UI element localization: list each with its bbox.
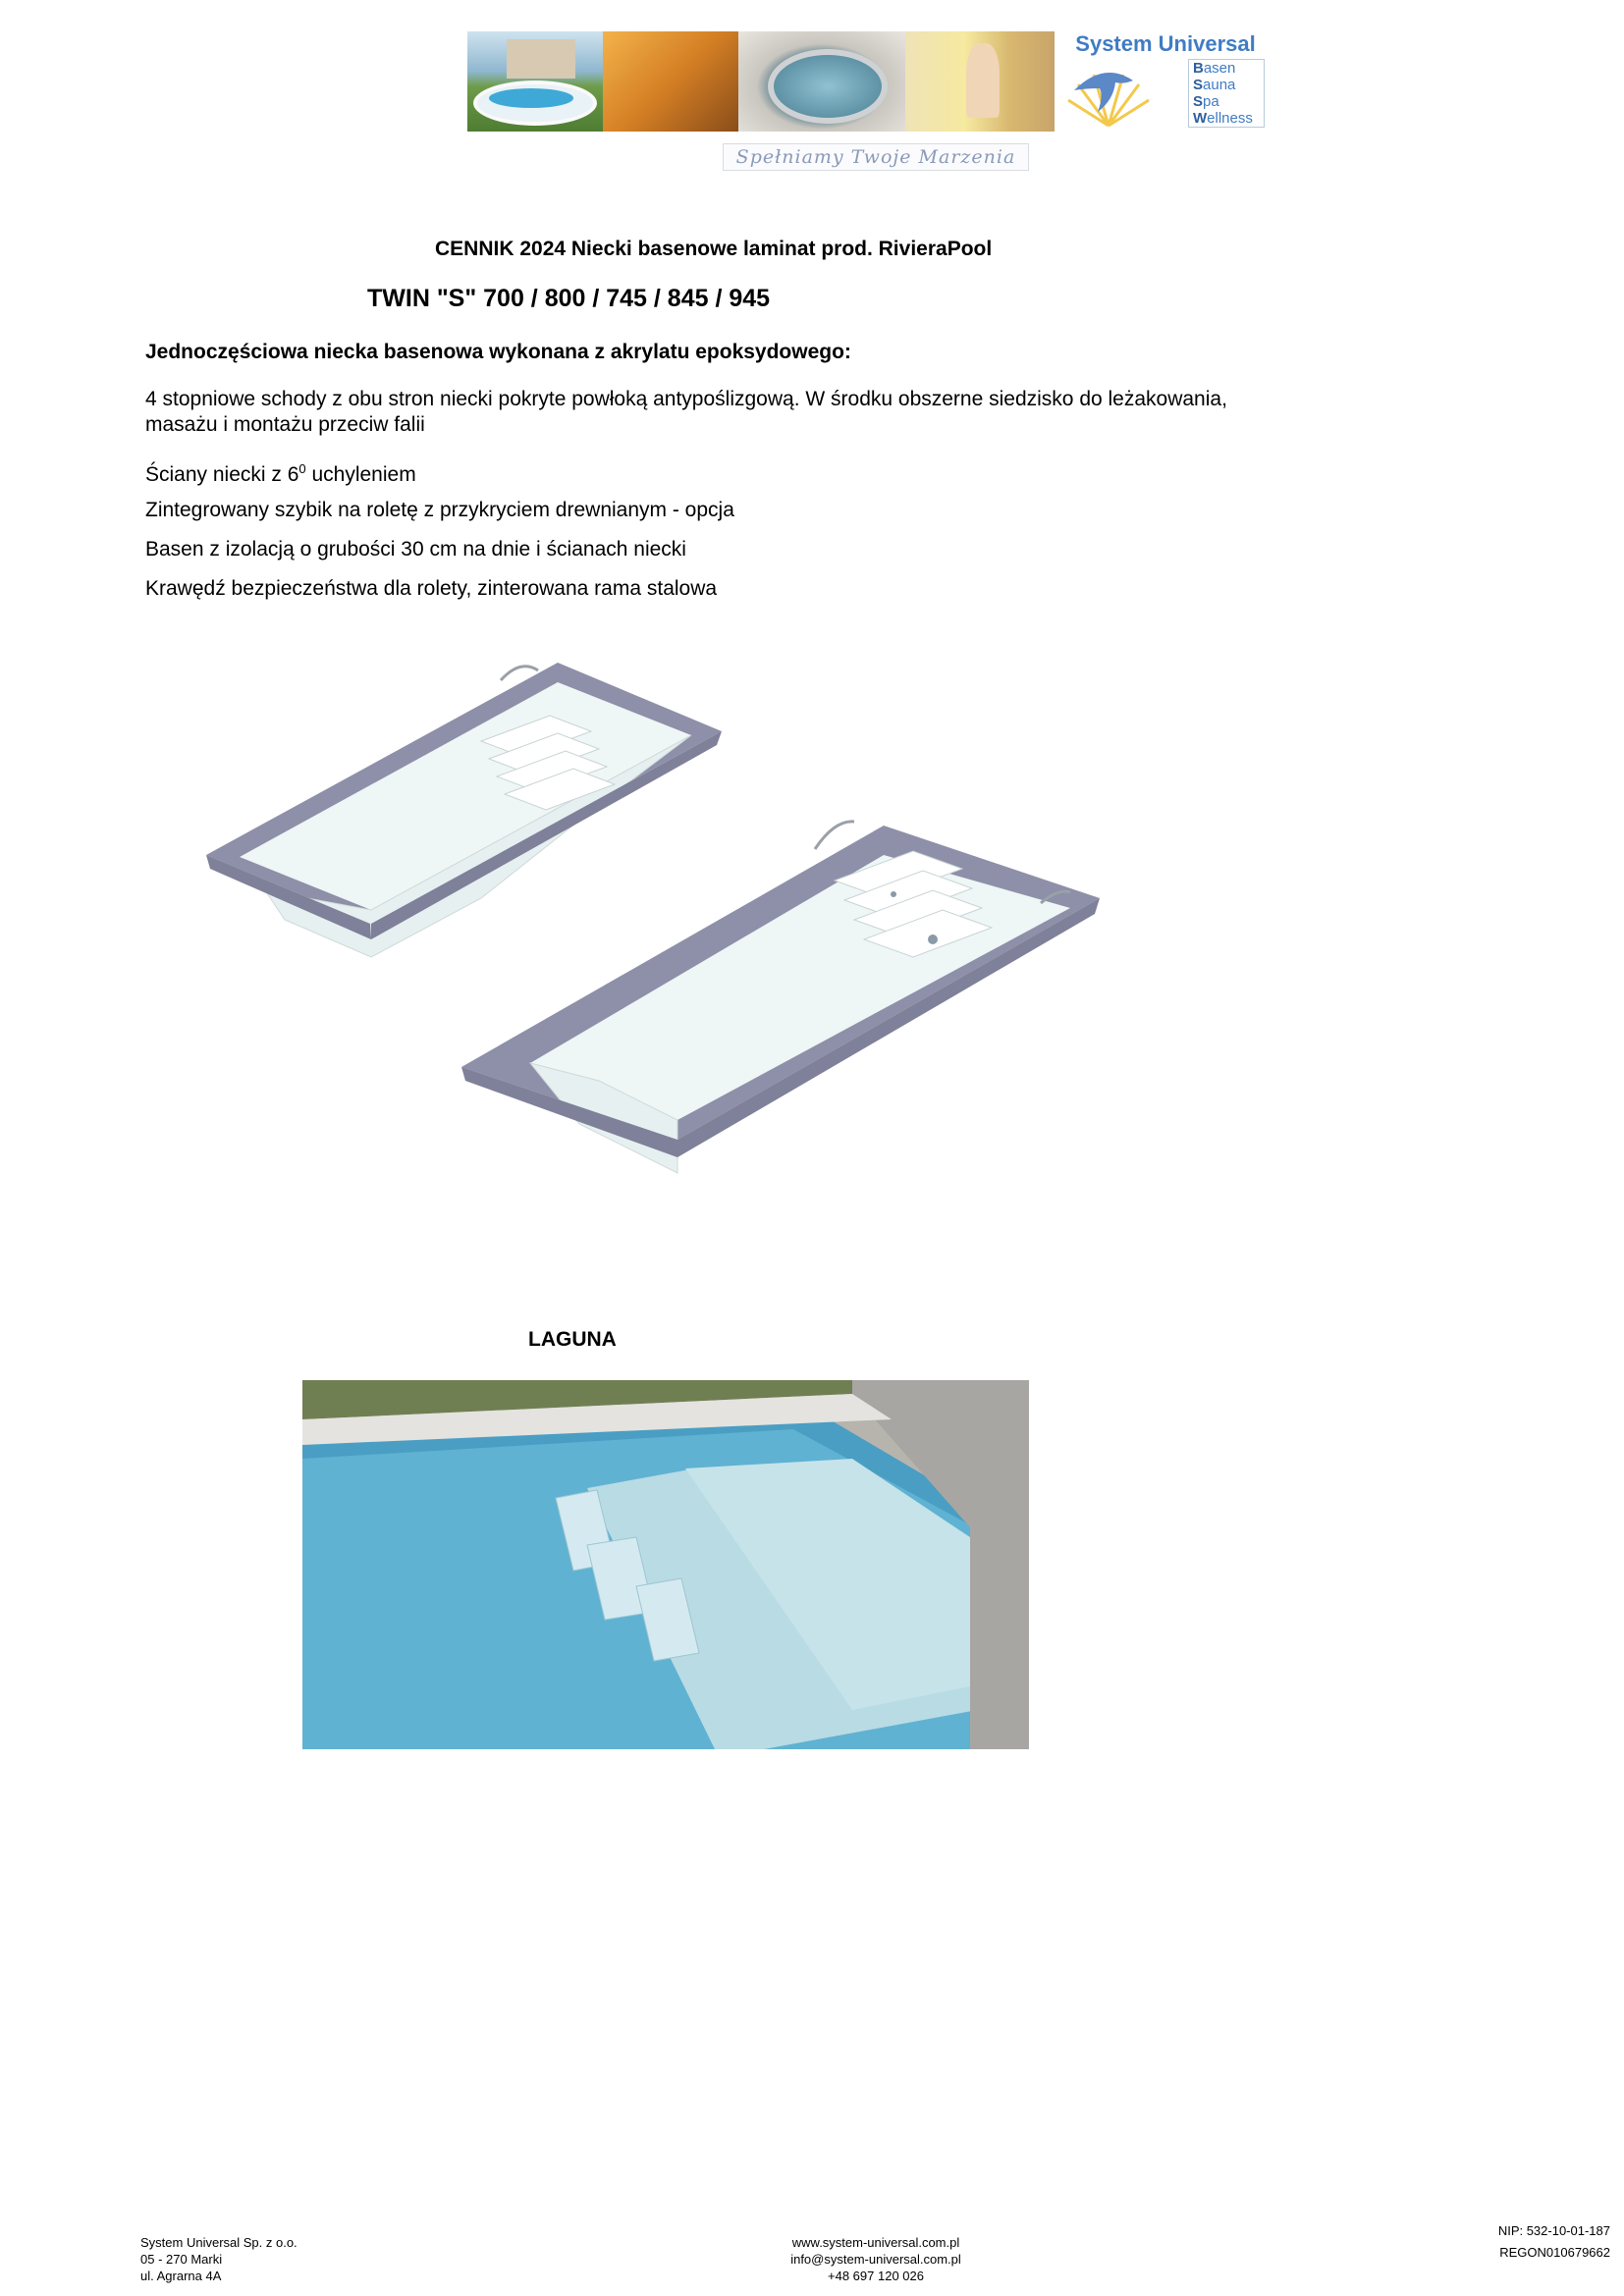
sauna-photo [603,31,738,132]
pool-shell-small [206,663,722,957]
footer-company: System Universal Sp. z o.o. 05 - 270 Marki ul. Agrarna 4A [140,2235,298,2283]
document-title: CENNIK 2024 Niecki basenowe laminat prod. RivieraPool [435,238,993,260]
pool-shell-large [461,822,1100,1173]
laguna-pool-photo [302,1380,1029,1749]
company-logo [1055,31,1276,132]
feature-insulation: Basen z izolacją o grubości 30 cm na dnie i ścianach niecki [145,538,686,561]
feature-safety-edge: Krawędź bezpieczeństwa dla rolety, zinterowana rama stalowa [145,577,718,600]
logo-word-list: Basen Sauna Spa Wellness [1188,59,1265,128]
description-paragraph: 4 stopniowe schody z obu stron niecki pokryte powłoką antypoślizgową. W środku obszerne siedzisko do leżakowania, masażu i montażu przeciw falii [145,388,1227,436]
laguna-label: LAGUNA [528,1328,617,1351]
footer-contact [729,2234,1023,2284]
description-heading: Jednoczęściowa niecka basenowa wykonana z akrylatu epoksydowego: [145,341,851,363]
motto-banner: Spełniamy Twoje Marzenia [723,143,1029,171]
spa-photo [738,31,905,132]
website-link[interactable]: www.system-universal.com.pl [791,2235,960,2250]
garden-pool-photo [467,31,603,132]
feature-roller-shaft: Zintegrowany szybik na roletę z przykryciem drewnianym - opcja [145,499,734,521]
header-banner [467,31,1276,132]
model-heading: TWIN "S" 700 / 800 / 745 / 845 / 945 [367,285,771,312]
footer-registry: NIP: 532-10-01-187 REGON010679662 [1497,2223,1610,2260]
wellness-photo [905,31,1055,132]
dolphin-sun-icon [1064,61,1153,128]
feature-walls: Ściany niecki z $6^0$ uchyleniem [145,461,416,486]
email-link[interactable]: info@system-universal.com.pl [790,2252,961,2267]
logo-brand-text: System Universal [1075,31,1256,56]
phone-number: +48 697 120 026 [828,2269,924,2283]
pool-shells-illustration [206,663,1110,1242]
